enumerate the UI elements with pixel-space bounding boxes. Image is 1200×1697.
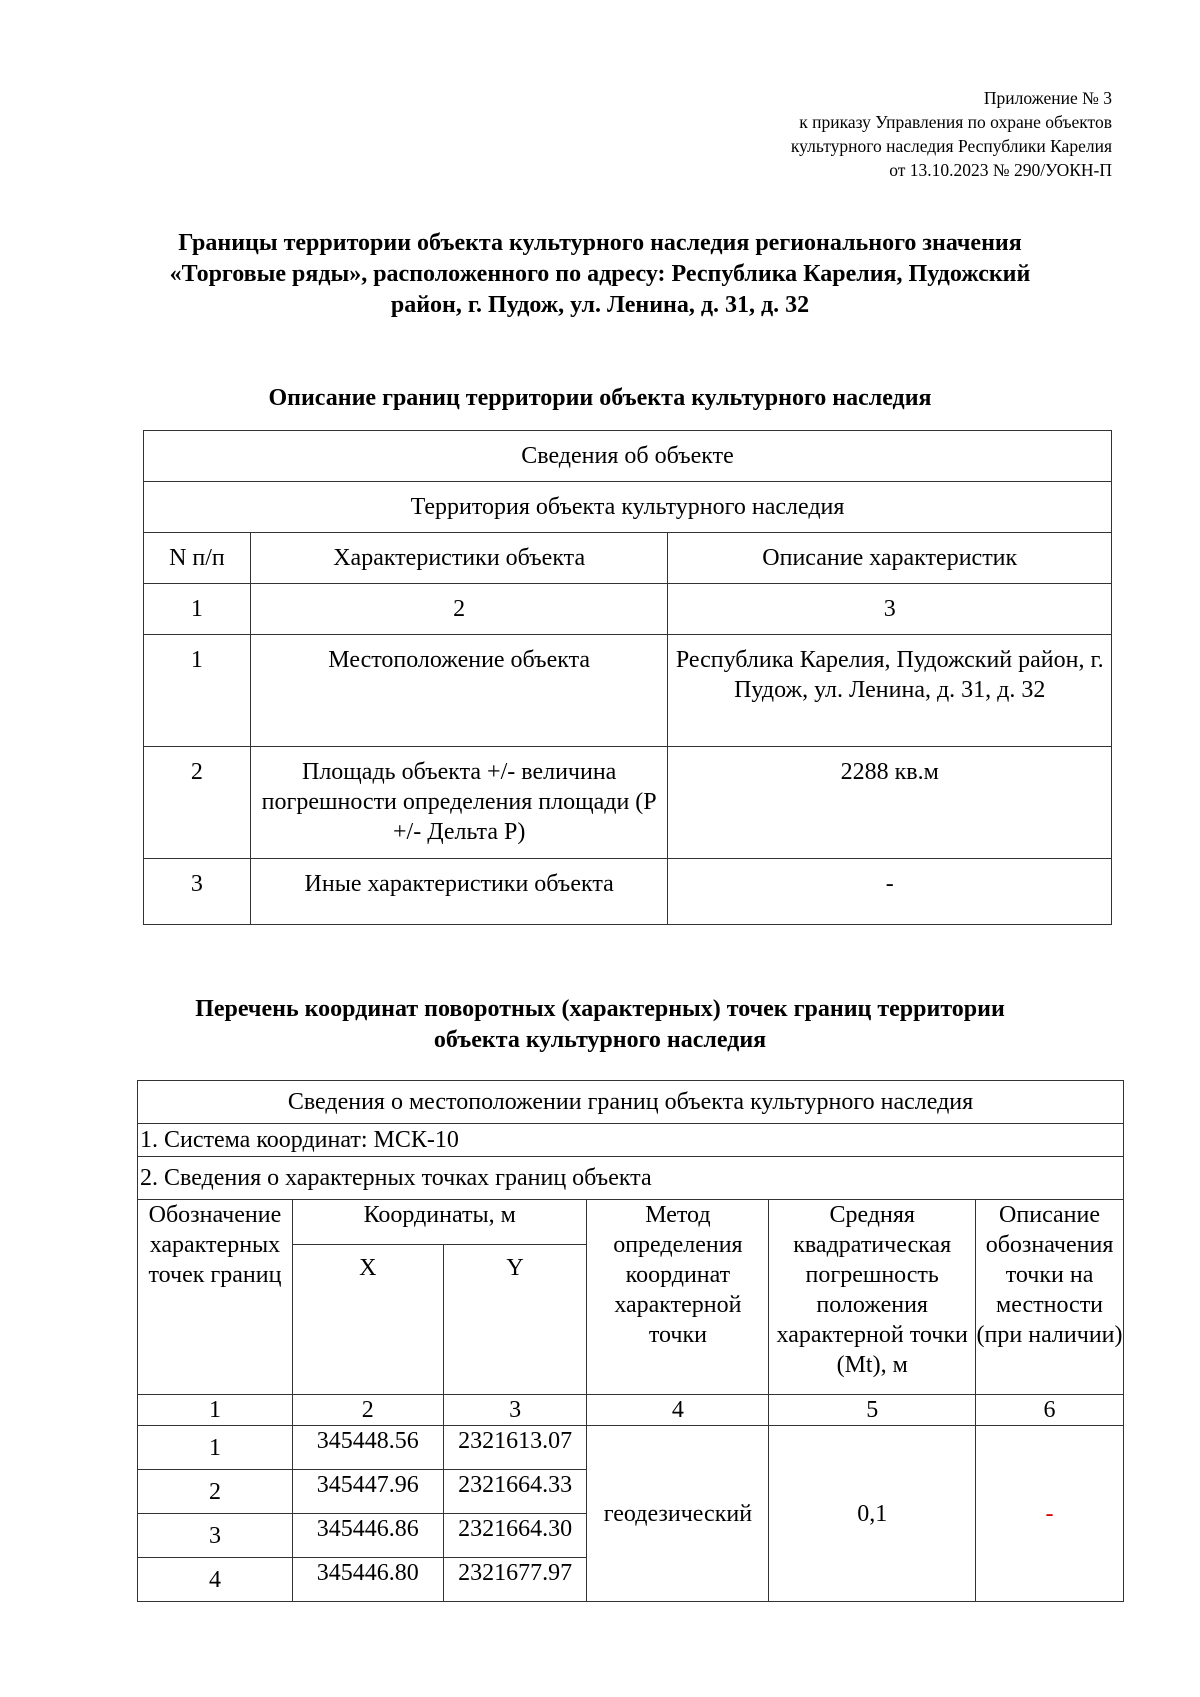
col-number-3: 3 xyxy=(668,584,1112,635)
section2-title-line-1: Перечень координат поворотных (характерных) точек границ территории xyxy=(195,996,1005,1022)
point-y: 2321664.33 xyxy=(443,1470,587,1514)
col-number-1: 1 xyxy=(144,584,251,635)
point-description: - xyxy=(976,1426,1124,1602)
appendix-note xyxy=(791,86,1112,182)
row-characteristic: Площадь объекта +/- величина погрешности определения площади (P +/- Дельта P) xyxy=(250,747,668,859)
appendix-line-4: от 13.10.2023 № 290/УОКН-П xyxy=(889,160,1112,180)
point-error: 0,1 xyxy=(769,1426,976,1602)
col-header-characteristics: Характеристики объекта xyxy=(250,533,668,584)
boundaries-header: Сведения о местоположении границ объекта культурного наследия xyxy=(138,1081,1124,1124)
point-id: 4 xyxy=(138,1558,293,1602)
table-row xyxy=(144,635,1112,747)
appendix-line-3: культурного наследия Республики Карелия xyxy=(790,136,1112,156)
row-description: 2288 кв.м xyxy=(668,747,1112,859)
col-header-desc: Описание обозначения точки на местности (при наличии) xyxy=(976,1200,1124,1395)
section2-title xyxy=(120,994,1080,1056)
title-line-1: Границы территории объекта культурного наследия регионального значения xyxy=(178,230,1022,256)
row-number: 3 xyxy=(144,859,251,925)
title-line-3: район, г. Пудож, ул. Ленина, д. 31, д. 32 xyxy=(390,292,810,318)
col-number-2: 2 xyxy=(250,584,668,635)
title-line-2: «Торговые ряды», расположенного по адресу: Республика Карелия, Пудожский xyxy=(169,261,1031,287)
section1-title: Описание границ территории объекта культурного наследия xyxy=(268,385,932,411)
point-y: 2321677.97 xyxy=(443,1558,587,1602)
col-header-error: Средняя квадратическая погрешность положения характерной точки (Mt), м xyxy=(769,1200,976,1395)
table-row xyxy=(144,747,1112,859)
col-header-x: X xyxy=(292,1245,443,1395)
col-header-y: Y xyxy=(443,1245,587,1395)
row-characteristic: Иные характеристики объекта xyxy=(250,859,668,925)
point-id: 1 xyxy=(138,1426,293,1470)
col-header-description: Описание характеристик xyxy=(668,533,1112,584)
col-number-4: 4 xyxy=(587,1395,769,1426)
col-header-point: Обозначение характерных точек границ xyxy=(138,1200,293,1395)
col-number-3: 3 xyxy=(443,1395,587,1426)
point-id: 3 xyxy=(138,1514,293,1558)
point-x: 345446.86 xyxy=(292,1514,443,1558)
coordinates-table xyxy=(137,1080,1124,1602)
row-number: 2 xyxy=(144,747,251,859)
point-y: 2321664.30 xyxy=(443,1514,587,1558)
points-header: 2. Сведения о характерных точках границ объекта xyxy=(138,1157,1124,1200)
coordinate-system: 1. Система координат: МСК-10 xyxy=(138,1124,1124,1157)
col-number-6: 6 xyxy=(976,1395,1124,1426)
point-x: 345447.96 xyxy=(292,1470,443,1514)
table-row xyxy=(138,1426,1124,1470)
row-characteristic: Местоположение объекта xyxy=(250,635,668,747)
col-header-method: Метод определения координат характерной точки xyxy=(587,1200,769,1395)
col-number-5: 5 xyxy=(769,1395,976,1426)
point-y: 2321613.07 xyxy=(443,1426,587,1470)
table-row xyxy=(144,859,1112,925)
col-header-number: N п/п xyxy=(144,533,251,584)
point-x: 345446.80 xyxy=(292,1558,443,1602)
document-title xyxy=(120,228,1080,321)
col-number-1: 1 xyxy=(138,1395,293,1426)
territory-header: Территория объекта культурного наследия xyxy=(144,482,1112,533)
col-number-2: 2 xyxy=(292,1395,443,1426)
point-method: геодезический xyxy=(587,1426,769,1602)
appendix-line-1: Приложение № 3 xyxy=(983,88,1112,108)
section2-title-line-2: объекта культурного наследия xyxy=(433,1027,767,1053)
object-info-header: Сведения об объекте xyxy=(144,431,1112,482)
row-number: 1 xyxy=(144,635,251,747)
col-header-coords: Координаты, м xyxy=(292,1200,587,1245)
point-id: 2 xyxy=(138,1470,293,1514)
object-info-table xyxy=(143,430,1112,925)
appendix-line-2: к приказу Управления по охране объектов xyxy=(799,112,1112,132)
point-x: 345448.56 xyxy=(292,1426,443,1470)
row-description: - xyxy=(668,859,1112,925)
row-description: Республика Карелия, Пудожский район, г. Пудож, ул. Ленина, д. 31, д. 32 xyxy=(668,635,1112,747)
